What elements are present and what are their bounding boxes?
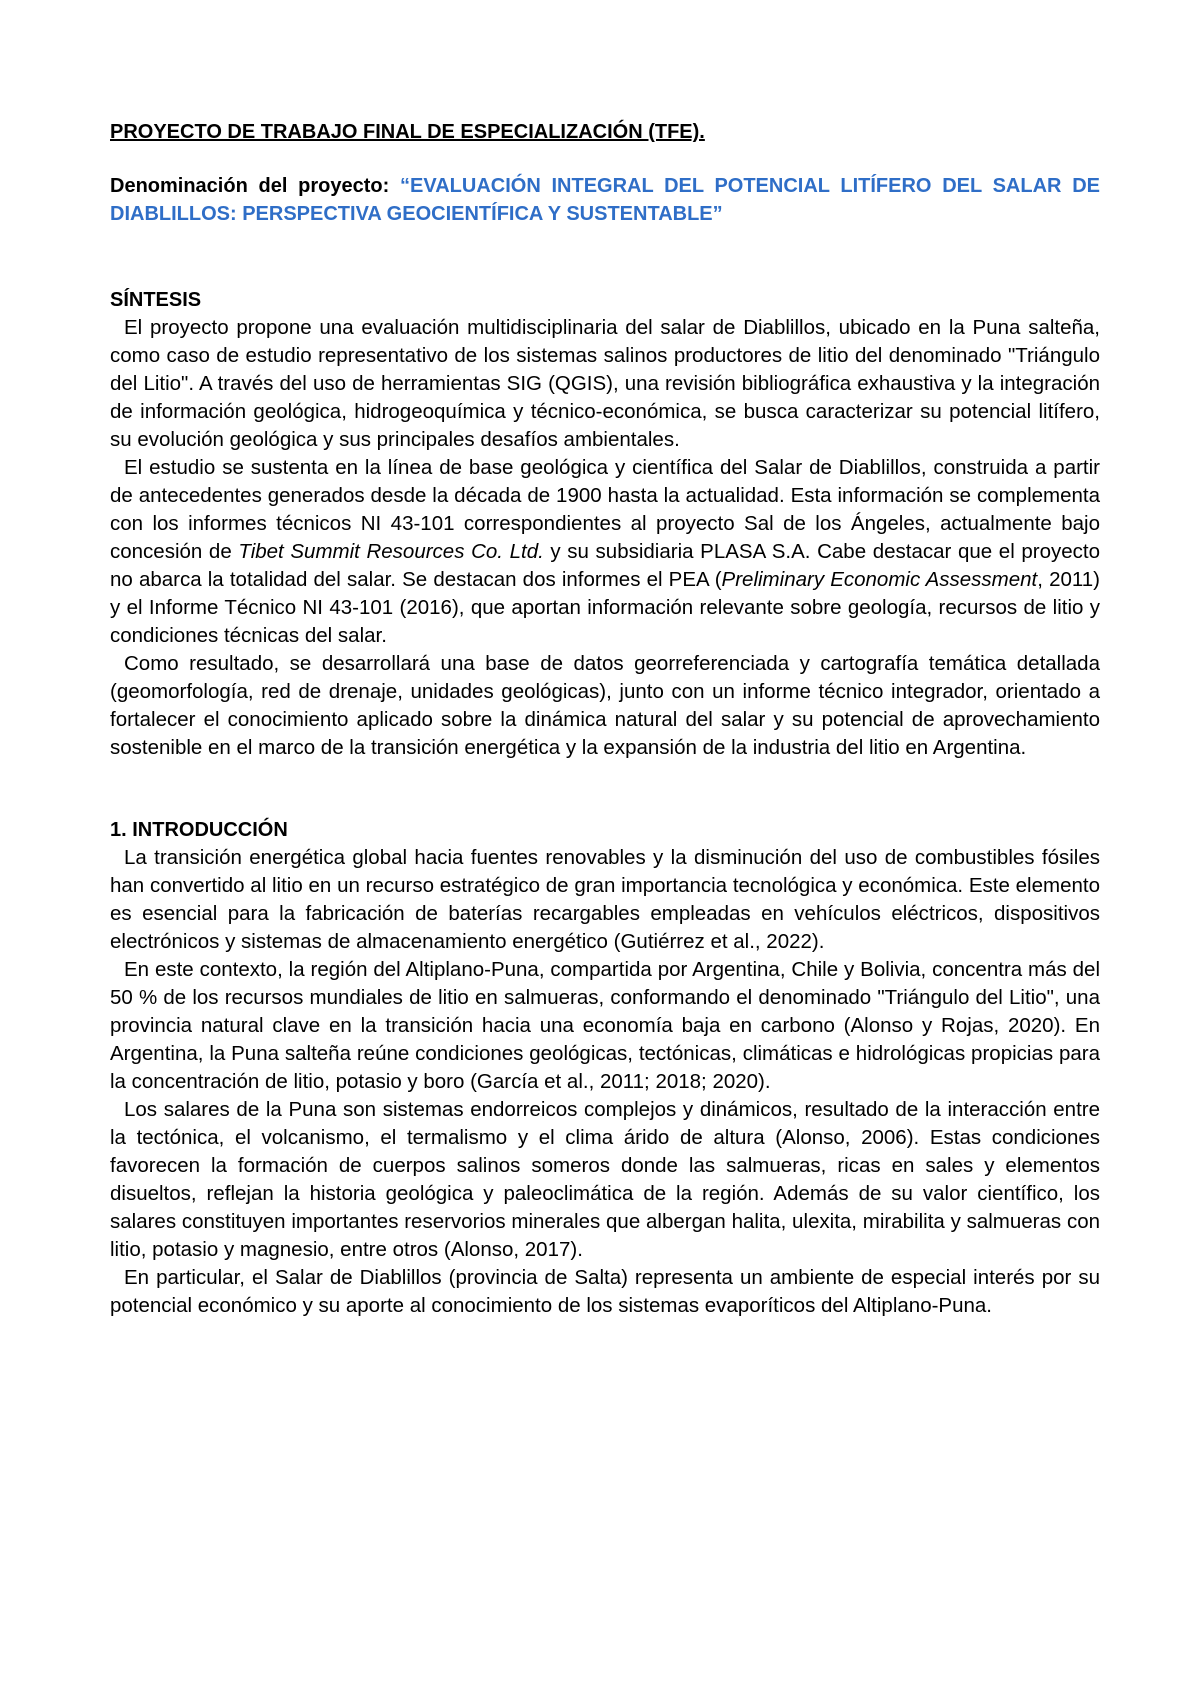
introduction-section <box>110 816 1100 1320</box>
synthesis-paragraph-1: El proyecto propone una evaluación multidisciplinaria del salar de Diablillos, ubicado en la Puna salteña, como caso de estudio representativo de los sistemas salinos productores de litio del denominado "Triángulo del Litio". A través del uso de herramientas SIG (QGIS), una revisión bibliográfica exhaustiva y la integración de información geológica, hidrogeoquímica y técnico-económica, se busca caracterizar su potencial litífero, su evolución geológica y sus principales desafíos ambientales. <box>110 316 1100 451</box>
project-label: Denominación del proyecto: <box>110 175 390 197</box>
project-name-block <box>110 172 1100 228</box>
synthesis-paragraph-2: El estudio se sustenta en la línea de base geológica y científica del Salar de Diablillos, construida a partir de antecedentes generados desde la década de 1900 hasta la actualidad. Esta información se complementa con los informes técnicos NI 43-101 correspondientes al proyecto Sal de los Ángeles, actualmente bajo concesión de Tibet Summit Resources Co. Ltd. y su subsidiaria PLASA S.A. Cabe destacar que el proyecto no abarca la totalidad del salar. Se destacan dos informes el PEA (Preliminary Economic Assessment, 2011) y el Informe Técnico NI 43-101 (2016), que aportan información relevante sobre geología, recursos de litio y condiciones técnicas del salar. <box>110 456 1100 647</box>
introduction-heading: 1. INTRODUCCIÓN <box>110 819 288 841</box>
synthesis-section <box>110 286 1100 762</box>
introduction-paragraph-4: En particular, el Salar de Diablillos (provincia de Salta) representa un ambiente de especial interés por su potencial económico y su aporte al conocimiento de los sistemas evaporíticos del Altiplano-Puna. <box>110 1266 1100 1317</box>
project-name: “EVALUACIÓN INTEGRAL DEL POTENCIAL LITÍFERO DEL SALAR DE DIABLILLOS: PERSPECTIVA GEOCIENTÍFICA Y SUSTENTABLE” <box>110 175 1100 225</box>
synthesis-paragraph-3: Como resultado, se desarrollará una base de datos georreferenciada y cartografía temática detallada (geomorfología, red de drenaje, unidades geológicas), junto con un informe técnico integrador, orientado a fortalecer el conocimiento aplicado sobre la dinámica natural del salar y su potencial de aprovechamiento sostenible en el marco de la transición energética y la expansión de la industria del litio en Argentina. <box>110 652 1100 759</box>
introduction-paragraph-3: Los salares de la Puna son sistemas endorreicos complejos y dinámicos, resultado de la interacción entre la tectónica, el volcanismo, el termalismo y el clima árido de altura (Alonso, 2006). Estas condiciones favorecen la formación de cuerpos salinos someros donde las salmueras, ricas en sales y elementos disueltos, reflejan la historia geológica y paleoclimática de la región. Además de su valor científico, los salares constituyen importantes reservorios minerales que albergan halita, ulexita, mirabilita y salmueras con litio, potasio y magnesio, entre otros (Alonso, 2017). <box>110 1098 1100 1261</box>
introduction-paragraph-2: En este contexto, la región del Altiplano-Puna, compartida por Argentina, Chile y Bolivia, concentra más del 50 % de los recursos mundiales de litio en salmueras, conformando el denominado "Triángulo del Litio", una provincia natural clave en la transición hacia una economía baja en carbono (Alonso y Rojas, 2020). En Argentina, la Puna salteña reúne condiciones geológicas, tectónicas, climáticas e hidrológicas propicias para la concentración de litio, potasio y boro (García et al., 2011; 2018; 2020). <box>110 958 1100 1093</box>
synthesis-heading: SÍNTESIS <box>110 289 202 311</box>
introduction-paragraph-1: La transición energética global hacia fuentes renovables y la disminución del uso de combustibles fósiles han convertido al litio en un recurso estratégico de gran importancia tecnológica y económica. Este elemento es esencial para la fabricación de baterías recargables empleadas en vehículos eléctricos, dispositivos electrónicos y sistemas de almacenamiento energético (Gutiérrez et al., 2022). <box>110 846 1100 953</box>
page-title: PROYECTO DE TRABAJO FINAL DE ESPECIALIZACIÓN (TFE). <box>110 121 705 143</box>
document-body <box>110 100 1100 1374</box>
